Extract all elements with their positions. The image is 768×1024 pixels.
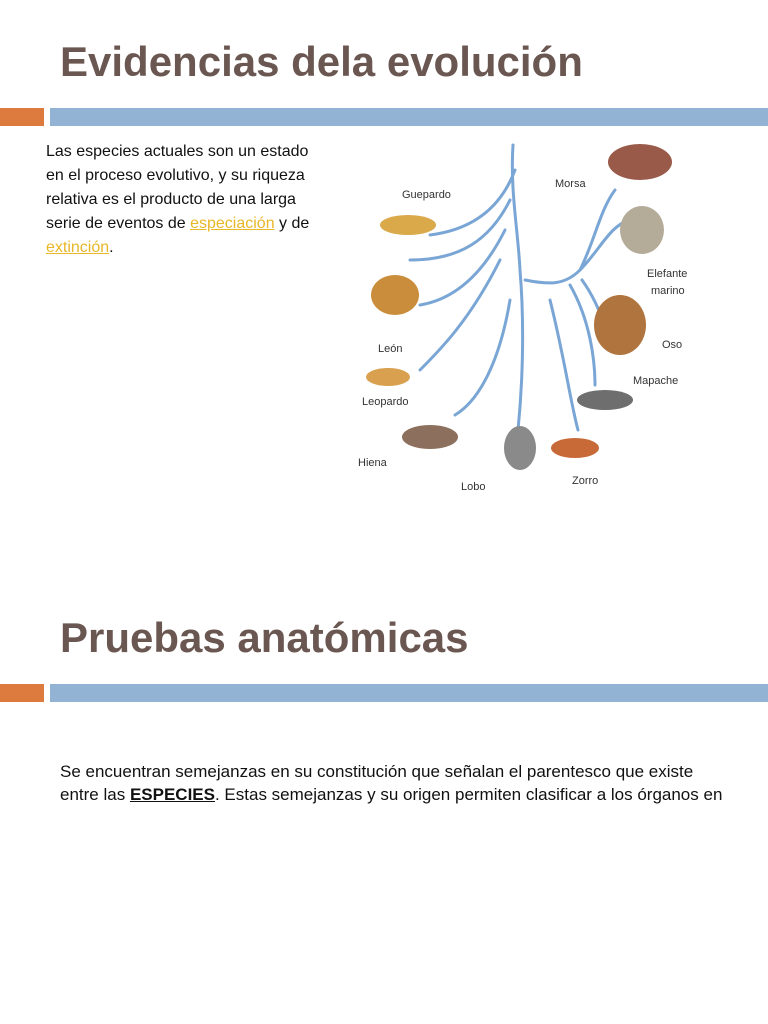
tree-branches (410, 145, 630, 430)
hyena-illustration (402, 425, 458, 449)
label-elefante: Elefante (647, 268, 688, 280)
label-hiena: Hiena (358, 457, 387, 469)
elephant-seal-illustration (620, 206, 664, 254)
bear-illustration (594, 295, 646, 355)
slide2-text-after: . Estas semejanzas y su origen permiten clasificar a los órganos en (214, 785, 723, 804)
title-accent-blue-bar (50, 108, 768, 126)
slide2-paragraph (60, 760, 730, 806)
label-guepardo: Guepardo (402, 189, 451, 201)
label-leon: León (378, 343, 403, 355)
label-morsa: Morsa (555, 178, 586, 190)
slide1-text-end: . (109, 239, 114, 256)
label-marino: marino (651, 285, 685, 297)
slide1-text-middle: y de (274, 215, 310, 232)
evolution-tree-figure (350, 130, 705, 505)
especiacion-link[interactable]: especiación (190, 215, 275, 232)
fox-illustration (551, 438, 599, 458)
slide1-paragraph (46, 140, 326, 260)
title-accent-orange-bar (0, 108, 44, 126)
walrus-illustration (608, 144, 672, 180)
label-lobo: Lobo (461, 481, 486, 493)
cheetah-illustration (380, 215, 436, 235)
slide2-title: Pruebas anatómicas (60, 614, 469, 661)
slide1-title: Evidencias dela evolución (60, 38, 583, 85)
label-oso: Oso (662, 339, 683, 351)
extincion-link[interactable]: extinción (46, 239, 110, 256)
slide2-text-before: Se encuentran semejanzas en su constitución que señalan el parentesco que existe entre las (60, 762, 694, 804)
title-accent-blue-bar-2 (50, 684, 768, 702)
wolf-illustration (504, 426, 536, 470)
raccoon-illustration (577, 390, 633, 410)
label-mapache: Mapache (633, 375, 679, 387)
especies-emphasis: ESPECIES (129, 785, 215, 804)
label-leopardo: Leopardo (362, 396, 409, 408)
title-accent-orange-bar-2 (0, 684, 44, 702)
slide1-text-before: Las especies actuales son un estado en el proceso evolutivo, y su riqueza relativa es el producto de una larga serie de eventos de (46, 143, 309, 232)
lion-illustration (371, 275, 419, 315)
leopard-illustration (366, 368, 410, 386)
label-zorro: Zorro (572, 475, 599, 487)
